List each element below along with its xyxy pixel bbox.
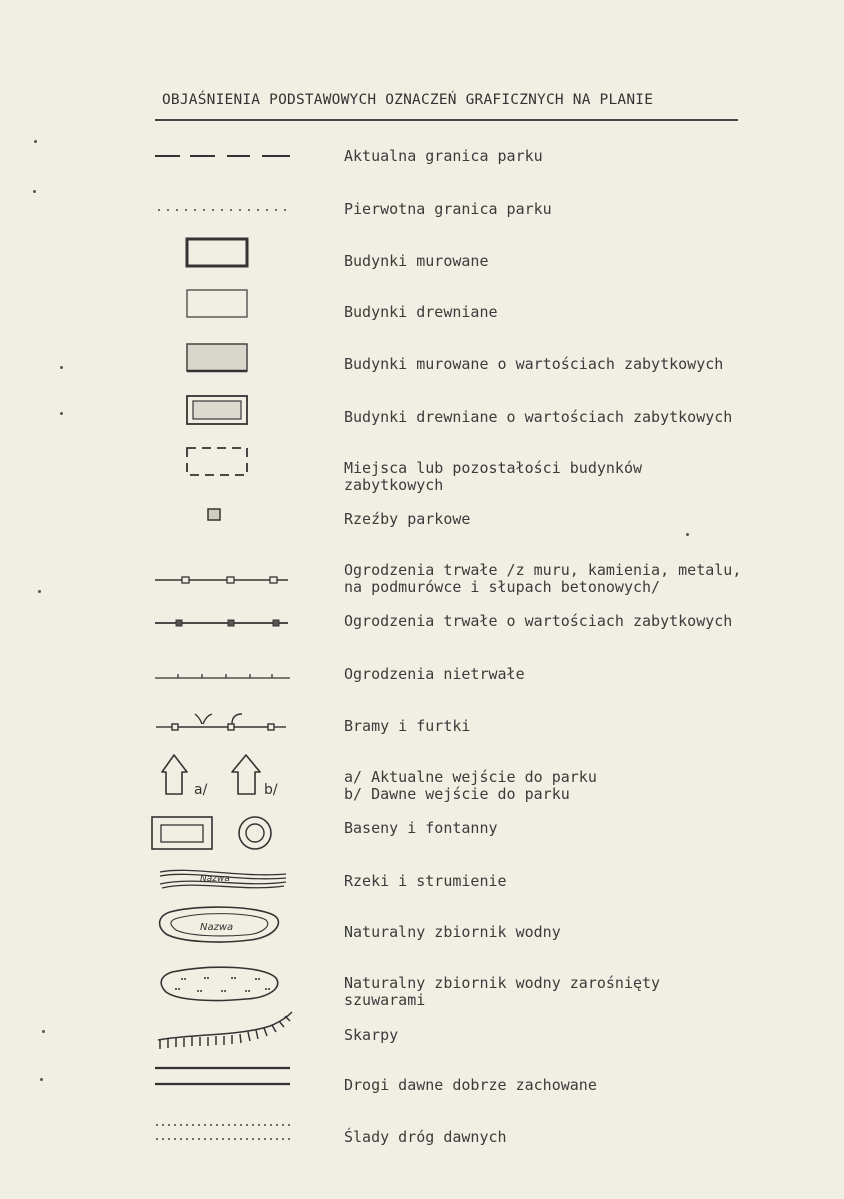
legend-label: Ślady dróg dawnych xyxy=(344,1128,507,1146)
legend-label: Pierwotna granica parku xyxy=(344,200,552,218)
temporary-fence-symbol xyxy=(150,666,295,686)
title-underline xyxy=(155,119,738,121)
legend-label: Ogrodzenia trwałe /z muru, kamienia, metalu, na podmurówce i słupach betonowych/ xyxy=(344,561,742,596)
paper-speck xyxy=(42,1030,45,1033)
page-title: OBJAŚNIENIA PODSTAWOWYCH OZNACZEŃ GRAFICZNYCH NA PLANIE xyxy=(162,92,654,108)
legend-label: Rzeźby parkowe xyxy=(344,510,471,528)
legend-label: Miejsca lub pozostałości budynków zabytkowych xyxy=(344,459,643,494)
legend-label: Budynki drewniane o wartościach zabytkowych xyxy=(344,408,733,426)
legend-label: Naturalny zbiornik wodny zarośnięty szuwarami xyxy=(344,974,661,1009)
historic-fence-symbol xyxy=(150,613,295,633)
legend-label: Ogrodzenia nietrwałe xyxy=(344,665,525,683)
paper-speck xyxy=(40,1078,43,1081)
legend-label: Bramy i furtki xyxy=(344,717,471,735)
legend-label: Skarpy xyxy=(344,1026,399,1044)
legend-label: a/ Aktualne wejście do parku b/ Dawne wejście do parku xyxy=(344,768,597,803)
paper-speck xyxy=(38,590,41,593)
building-remains-icon xyxy=(150,446,295,478)
historic-wooden-building-icon xyxy=(150,394,295,428)
legend-label: Baseny i fontanny xyxy=(344,819,498,837)
old-road-symbol xyxy=(150,1064,295,1090)
legend-label: Budynki murowane o wartościach zabytkowych xyxy=(344,355,724,373)
dotted-line-symbol xyxy=(150,201,295,217)
gate-symbol xyxy=(150,706,295,736)
legend-label: Budynki murowane xyxy=(344,252,489,270)
entrance-arrow-icon xyxy=(150,752,295,802)
paper-speck xyxy=(60,366,63,369)
escarpment-symbol xyxy=(150,1010,295,1054)
river-name-label: Nazwa xyxy=(200,874,230,884)
pool-fountain-icon xyxy=(150,812,295,852)
masonry-building-icon xyxy=(150,237,295,269)
sculpture-icon xyxy=(150,506,295,526)
permanent-fence-symbol xyxy=(150,570,295,590)
reedy-pond-icon xyxy=(150,964,295,1004)
dashed-line-symbol xyxy=(150,148,295,164)
legend-label: Drogi dawne dobrze zachowane xyxy=(344,1076,597,1094)
legend-label: Aktualna granica parku xyxy=(344,147,543,165)
pond-name-label: Nazwa xyxy=(200,922,234,933)
paper-speck xyxy=(34,140,37,143)
legend-label: Rzeki i strumienie xyxy=(344,872,507,890)
historic-masonry-building-icon xyxy=(150,342,295,374)
river-icon xyxy=(150,862,295,894)
pond-icon xyxy=(150,904,295,944)
road-traces-symbol xyxy=(150,1120,295,1144)
legend-label: Naturalny zbiornik wodny xyxy=(344,923,561,941)
legend-label: Ogrodzenia trwałe o wartościach zabytkowych xyxy=(344,612,733,630)
entrance-b-mark: b/ xyxy=(264,782,278,798)
paper-speck xyxy=(686,533,689,536)
legend-label: Budynki drewniane xyxy=(344,303,498,321)
wooden-building-icon xyxy=(150,288,295,320)
paper-speck xyxy=(33,190,36,193)
paper-speck xyxy=(60,412,63,415)
entrance-a-mark: a/ xyxy=(194,782,208,798)
